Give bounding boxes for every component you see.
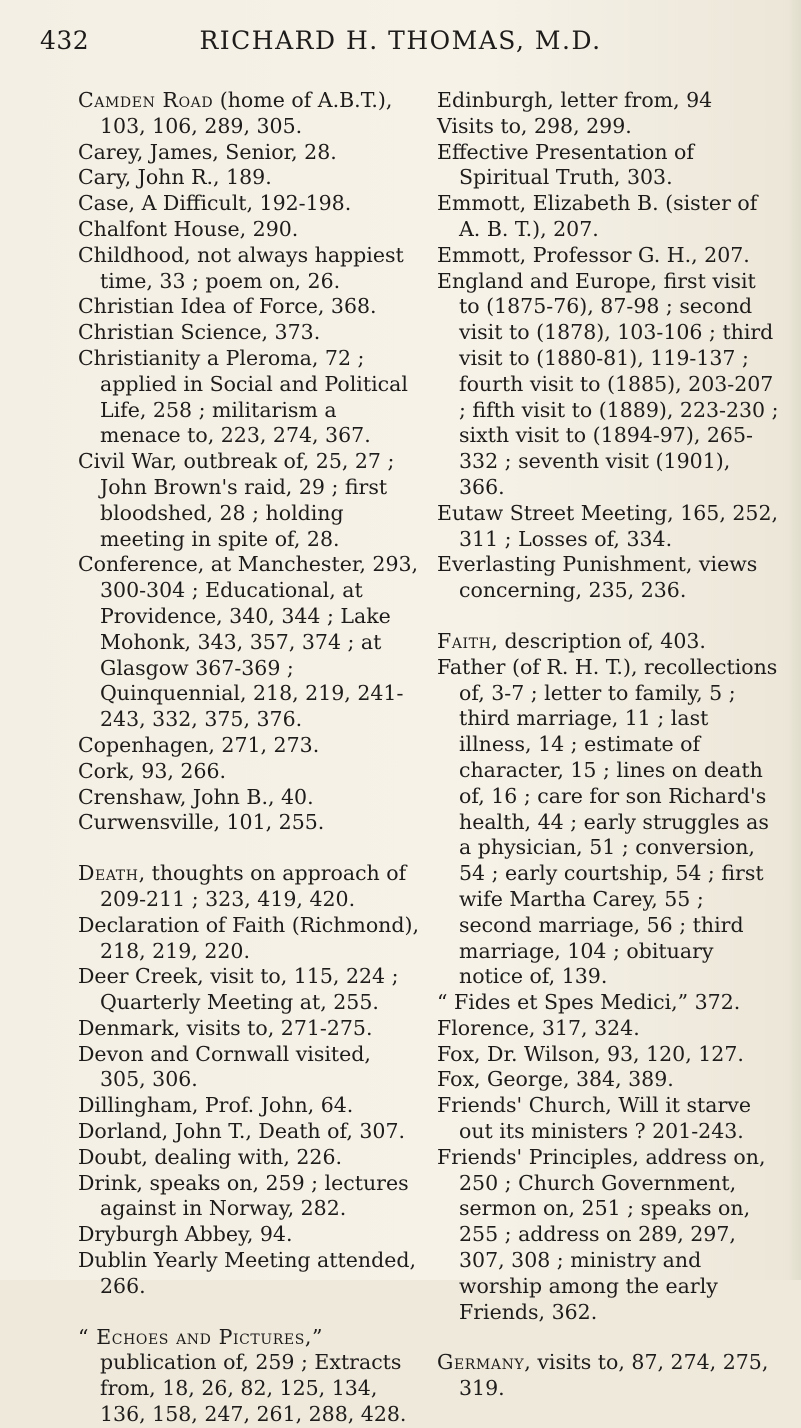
index-entry	[437, 243, 782, 269]
index-entry	[437, 88, 782, 114]
index-entry	[78, 785, 420, 811]
index-entry-text: Father (of R. H. T.), recollections of, 3-7 ; letter to family, 5 ; third marriage, 11 ; last illness, 14 ; estimate of character, 15 ; lines on death of, 16 ; care for son Richard's health, 44 ; early struggles as a physician, 51 ; conversion, 54 ; early courtship, 54 ; first wife Martha Carey, 55 ; second marriage, 56 ; third marriage, 104 ; obituary notice of, 139.	[437, 654, 778, 989]
index-entry-text: Dorland, John T., Death of, 307.	[78, 1119, 406, 1144]
index-entry-text: Civil War, outbreak of, 25, 27 ; John Brown's raid, 29 ; first bloodshed, 28 ; holding meeting in spite of, 28.	[78, 449, 395, 551]
index-entry	[437, 655, 782, 990]
index-entry-text: Carey, James, Senior, 28.	[78, 139, 337, 164]
index-entry-text: , visits to, 87, 274, 275, 319.	[459, 1350, 769, 1401]
index-entry-text: Cary, John R., 189.	[78, 165, 272, 190]
index-entry	[78, 1248, 420, 1300]
index-entry	[437, 140, 782, 192]
index-entry	[78, 759, 420, 785]
index-entry-text: Drink, speaks on, 259 ; lectures against in Norway, 282.	[78, 1170, 409, 1221]
index-entry-text: “ Fides et Spes Medici,” 372.	[437, 990, 741, 1015]
index-entry	[437, 1145, 782, 1326]
index-entry	[78, 217, 420, 243]
index-entry-text: Friends' Church, Will it starve out its ministers ? 201-243.	[437, 1093, 752, 1144]
index-entry	[78, 165, 420, 191]
index-entry	[78, 449, 420, 552]
index-entry-text: Fox, Dr. Wilson, 93, 120, 127.	[437, 1041, 744, 1066]
index-entry	[437, 1042, 782, 1068]
index-entry-text: Childhood, not always happiest time, 33 ; poem on, 26.	[78, 242, 404, 293]
index-entry	[78, 1016, 420, 1042]
index-entry	[78, 1325, 420, 1428]
index-entry	[78, 1222, 420, 1248]
index-entry-text: Declaration of Faith (Richmond), 218, 219, 220.	[78, 912, 420, 963]
index-entry	[437, 990, 782, 1016]
index-entry	[78, 913, 420, 965]
index-entry-text: Denmark, visits to, 271-275.	[78, 1015, 373, 1040]
index-entry-text: , thoughts on approach of 209-211 ; 323, 419, 420.	[100, 861, 407, 911]
index-entry	[78, 1171, 420, 1223]
page-edge	[787, 0, 801, 1280]
index-entry-text: Christianity a Pleroma, 72 ; applied in Social and Political Life, 258 ; militarism a menace to, 223, 274, 367.	[78, 345, 408, 448]
index-entry	[78, 964, 420, 1016]
letter-section-heading: Camden Road	[78, 88, 214, 112]
index-entry	[437, 114, 782, 140]
index-entry	[437, 629, 782, 655]
running-title: RICHARD H. THOMAS, M.D.	[199, 26, 602, 55]
index-entry	[437, 501, 782, 553]
index-entry-text: Chalfont House, 290.	[78, 216, 299, 241]
index-entry	[437, 191, 782, 243]
index-entry-text: , description of, 403.	[491, 628, 706, 653]
index-entry-text: publication of, 259 ; Extracts from, 18, 26, 82, 125, 134, 136, 158, 247, 261, 288, 428.	[100, 1350, 407, 1427]
index-entry-text: Dillingham, Prof. John, 64.	[78, 1093, 354, 1118]
index-entry-text: Florence, 317, 324.	[437, 1015, 640, 1040]
letter-section-heading: Germany	[437, 1350, 525, 1375]
index-entry-text: Copenhagen, 271, 273.	[78, 732, 320, 757]
index-entry-text: Eutaw Street Meeting, 165, 252, 311 ; Losses of, 334.	[437, 500, 779, 551]
index-entry	[78, 1042, 420, 1094]
index-entry-text: England and Europe, first visit to (1875-76), 87-98 ; second visit to (1878), 103-106 ; third visit to (1880-81), 119-137 ; fourth visit to (1885), 203-207 ; fifth visit to (1889), 223-230 ; sixth visit to (1894-97), 265-332 ; seventh visit (1901), 366.	[437, 268, 779, 499]
index-entry-text: Emmott, Elizabeth B. (sister of A. B. T.), 207.	[437, 191, 758, 241]
index-entry	[437, 269, 782, 501]
page-number: 432	[40, 26, 90, 55]
index-entry-text: Deer Creek, visit to, 115, 224 ; Quarterly Meeting at, 255.	[78, 964, 399, 1015]
letter-section-heading: Death	[78, 861, 139, 886]
letter-section-heading: “ Echoes and Pictures,”	[78, 1324, 324, 1349]
index-entry	[437, 1016, 782, 1042]
index-entry-text: Emmott, Professor G. H., 207.	[437, 242, 750, 267]
index-entry-text: (home of A.B.T.), 103, 106, 289, 305.	[100, 88, 393, 138]
index-entry-text: Friends' Principles, address on, 250 ; Church Government, sermon on, 251 ; speaks on, 255 ; address on 289, 297, 307, 308 ; ministry and worship among the early Friends, 362.	[437, 1144, 766, 1324]
index-entry-text: Curwensville, 101, 255.	[78, 810, 325, 835]
index-entry-text: Edinburgh, letter from, 94	[437, 88, 713, 112]
index-entry	[78, 861, 420, 913]
index-entry	[78, 140, 420, 166]
index-entry	[78, 243, 420, 295]
index-entry	[78, 294, 420, 320]
index-entry-text: Christian Idea of Force, 368.	[78, 294, 377, 319]
index-entry	[78, 1145, 420, 1171]
index-entry-text: Dryburgh Abbey, 94.	[78, 1222, 293, 1247]
index-entry	[78, 1119, 420, 1145]
index-entry-text: Christian Science, 373.	[78, 320, 321, 345]
index-entry	[78, 346, 420, 449]
index-entry	[437, 1093, 782, 1145]
index-entry-text: Case, A Difficult, 192-198.	[78, 191, 352, 216]
index-entry-text: Effective Presentation of Spiritual Truth, 303.	[437, 139, 694, 190]
index-entry-text: Everlasting Punishment, views concerning, 235, 236.	[437, 552, 758, 603]
index-entry	[78, 320, 420, 346]
index-entry	[78, 810, 420, 836]
index-entry-text: Visits to, 298, 299.	[437, 113, 632, 138]
index-entry	[78, 1093, 420, 1119]
index-entry	[78, 191, 420, 217]
index-entry	[437, 1350, 782, 1402]
index-entry-text: Cork, 93, 266.	[78, 758, 227, 783]
index-entry-text: Dublin Yearly Meeting attended, 266.	[78, 1248, 416, 1298]
index-entry-text: Doubt, dealing with, 226.	[78, 1144, 343, 1169]
index-column-right	[437, 88, 782, 1402]
index-entry-text: Devon and Cornwall visited, 305, 306.	[78, 1041, 371, 1092]
index-entry	[437, 552, 782, 604]
index-column-left	[78, 88, 420, 1428]
index-entry	[78, 88, 420, 140]
index-entry-text: Fox, George, 384, 389.	[437, 1067, 674, 1092]
index-entry-text: Conference, at Manchester, 293, 300-304 ; Educational, at Providence, 340, 344 ; Lake Mohonk, 343, 357, 374 ; at Glasgow 367-369 ; Quinquennial, 218, 219, 241-243, 332, 375, 376.	[78, 552, 419, 732]
index-entry-text: Crenshaw, John B., 40.	[78, 784, 314, 809]
index-entry	[437, 1067, 782, 1093]
index-entry	[78, 733, 420, 759]
running-head	[40, 26, 761, 56]
letter-section-heading: Faith	[437, 628, 492, 653]
index-entry	[78, 552, 420, 733]
